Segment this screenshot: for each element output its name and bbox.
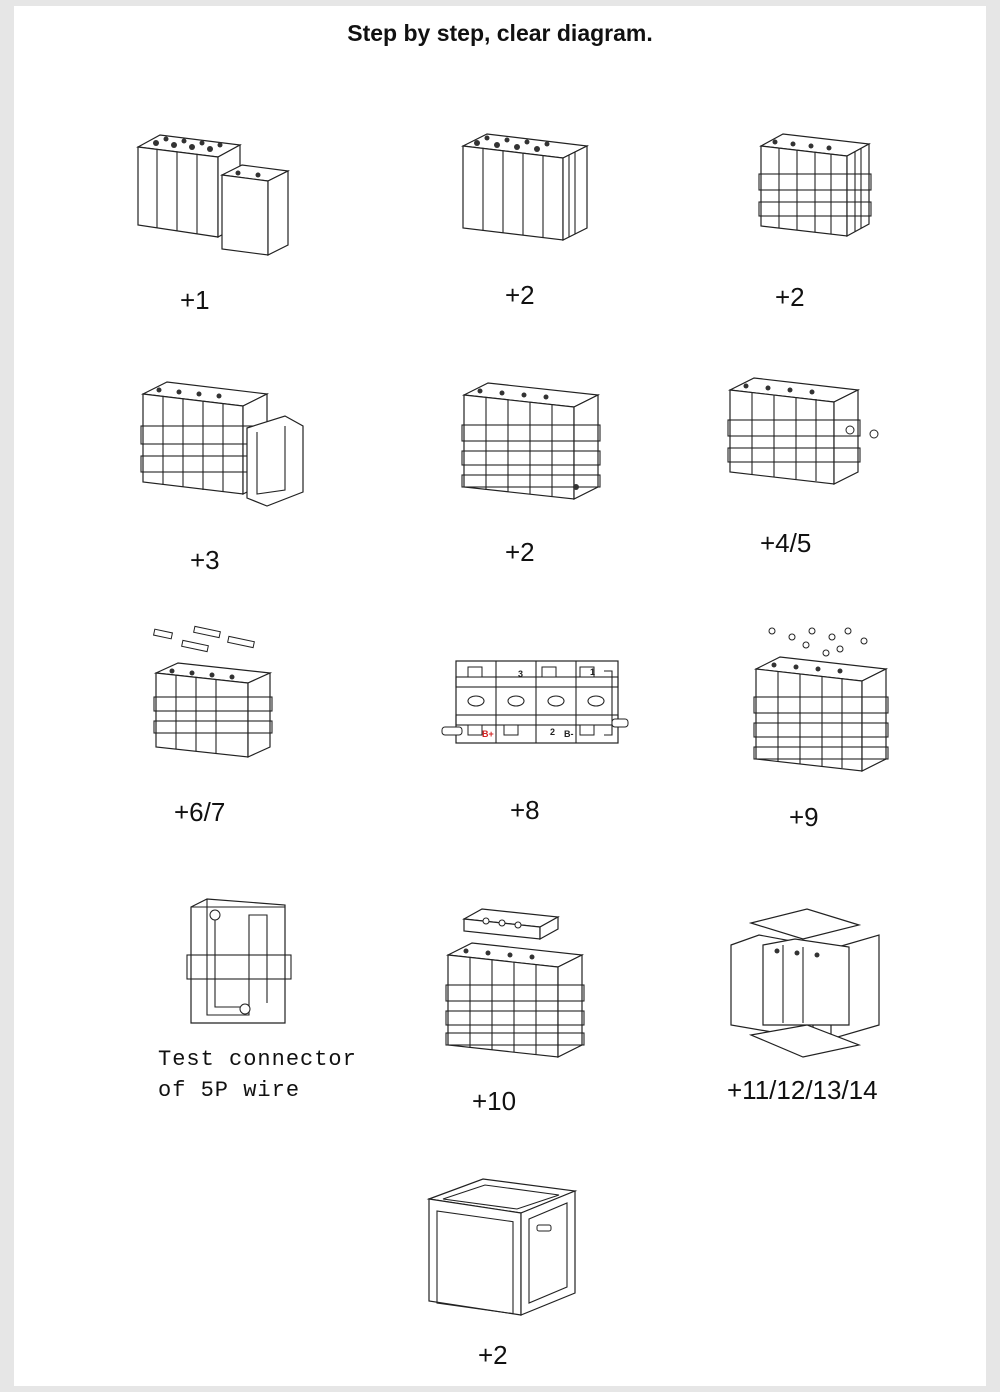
marker-b-plus: B+	[482, 729, 494, 739]
packing-box-assembly-illustration	[725, 905, 885, 1065]
step-9-figure	[748, 625, 898, 775]
step-5-label: +2	[505, 537, 535, 567]
step-9-label: +9	[789, 802, 819, 832]
marker-3: 3	[518, 669, 524, 679]
step-2-label: +2	[505, 280, 535, 310]
marker-b-minus: B-	[564, 729, 574, 739]
test-connector-illustration	[185, 895, 295, 1025]
double-stack-illustration	[458, 375, 608, 510]
top-view-wiring-illustration	[440, 655, 635, 750]
step-13-figure	[425, 1175, 580, 1320]
step-3-label: +2	[775, 282, 805, 312]
cell-stack-illustration	[455, 128, 595, 248]
step-11-label: +10	[472, 1086, 517, 1116]
step-12-label: +11/12/13/14	[727, 1075, 878, 1105]
step-2-figure	[455, 128, 595, 248]
stack-with-top-plate-illustration	[440, 905, 595, 1065]
step-8-figure	[440, 655, 635, 750]
step-10-figure	[185, 895, 295, 1025]
step-3-figure	[755, 128, 880, 243]
stack-with-bolts-illustration	[722, 372, 887, 497]
step-1-figure	[130, 125, 305, 265]
test-connector-label-line-1: Test connector	[158, 1047, 357, 1072]
step-8-label: +8	[510, 795, 540, 825]
step-11-figure	[440, 905, 595, 1065]
step-4-label: +3	[190, 545, 220, 575]
marker-2: 2	[550, 727, 556, 737]
step-6-label: +4/5	[760, 528, 812, 558]
step-6-figure	[722, 372, 887, 497]
test-connector-label-line-2: of 5P wire	[158, 1078, 301, 1103]
stack-with-side-plate-illustration	[135, 372, 310, 512]
stack-with-nuts-illustration	[748, 625, 898, 775]
step-4-figure	[135, 372, 310, 512]
strapped-cell-stack-illustration	[755, 128, 880, 243]
step-13-label: +2	[478, 1340, 508, 1370]
stack-with-busbars-illustration	[148, 625, 278, 765]
marker-1: 1	[590, 667, 596, 677]
cells-and-single-cell-illustration	[130, 125, 305, 265]
step-5-figure	[458, 375, 608, 510]
closed-box-illustration	[425, 1175, 580, 1320]
step-7-figure	[148, 625, 278, 765]
step-12-figure	[725, 905, 885, 1065]
step-1-label: +1	[180, 285, 210, 315]
page-title: Step by step, clear diagram.	[347, 20, 653, 46]
step-7-label: +6/7	[174, 797, 226, 827]
